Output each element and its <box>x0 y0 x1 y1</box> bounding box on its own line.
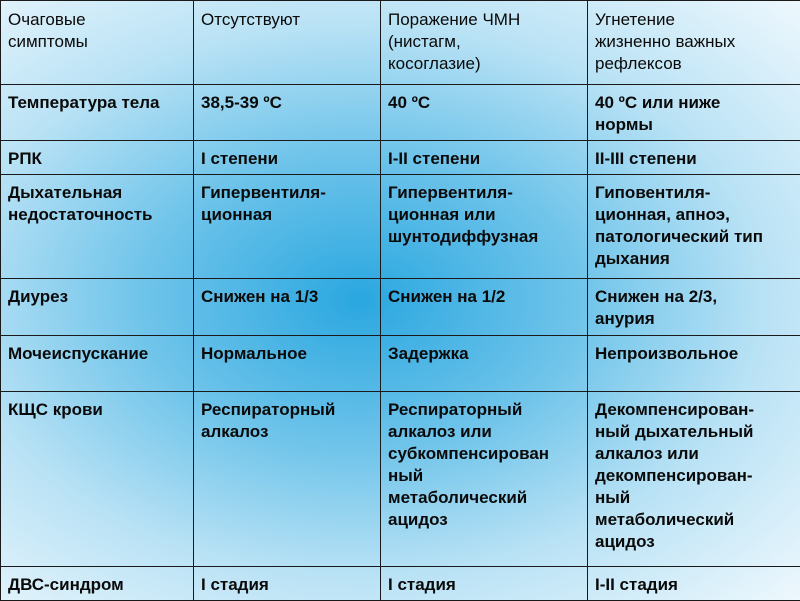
header-cell: Угнетение жизненно важных рефлексов <box>588 1 800 85</box>
table-cell: I-II степени <box>381 141 588 175</box>
table-cell: Снижен на 2/3, анурия <box>588 279 800 336</box>
table-cell: Гипервентиля- ционная или шунтодиффузная <box>381 175 588 279</box>
table-row <box>1 336 800 392</box>
table-cell: I-II стадия <box>588 567 800 601</box>
table-row <box>1 141 800 175</box>
table-cell: Нормальное <box>194 336 381 392</box>
table-cell: Снижен на 1/3 <box>194 279 381 336</box>
table-cell: Респираторный алкалоз <box>194 392 381 567</box>
row-label-cell: Диурез <box>1 279 194 336</box>
table-row <box>1 85 800 141</box>
table-row <box>1 567 800 601</box>
table-cell: I стадия <box>381 567 588 601</box>
table-row <box>1 175 800 279</box>
table-cell: Задержка <box>381 336 588 392</box>
table-cell: Декомпенсирован- ный дыхательный алкалоз или декомпенсирован- ный метаболический ацидоз <box>588 392 800 567</box>
table-cell: II-III степени <box>588 141 800 175</box>
row-label-cell: ДВС-синдром <box>1 567 194 601</box>
table-cell: Респираторный алкалоз или субкомпенсирован ный метаболический ацидоз <box>381 392 588 567</box>
header-cell: Очаговые симптомы <box>1 1 194 85</box>
row-label-cell: Мочеиспускание <box>1 336 194 392</box>
table-cell: 40 ºС или ниже нормы <box>588 85 800 141</box>
header-cell: Поражение ЧМН (нистагм, косоглазие) <box>381 1 588 85</box>
table-cell: 40 ºС <box>381 85 588 141</box>
table-cell: Гипервентиля- ционная <box>194 175 381 279</box>
table-cell: I стадия <box>194 567 381 601</box>
table-cell: Непроизвольное <box>588 336 800 392</box>
header-cell: Отсутствуют <box>194 1 381 85</box>
row-label-cell: РПК <box>1 141 194 175</box>
table-cell: 38,5-39 ºС <box>194 85 381 141</box>
row-label-cell: Дыхательная недостаточность <box>1 175 194 279</box>
table-cell: I степени <box>194 141 381 175</box>
row-label-cell: Температура тела <box>1 85 194 141</box>
header-row <box>1 1 800 85</box>
row-label-cell: КЩС крови <box>1 392 194 567</box>
table-cell: Гиповентиля- ционная, апноэ, патологический тип дыхания <box>588 175 800 279</box>
table-row <box>1 392 800 567</box>
table-row <box>1 279 800 336</box>
table-cell: Снижен на 1/2 <box>381 279 588 336</box>
